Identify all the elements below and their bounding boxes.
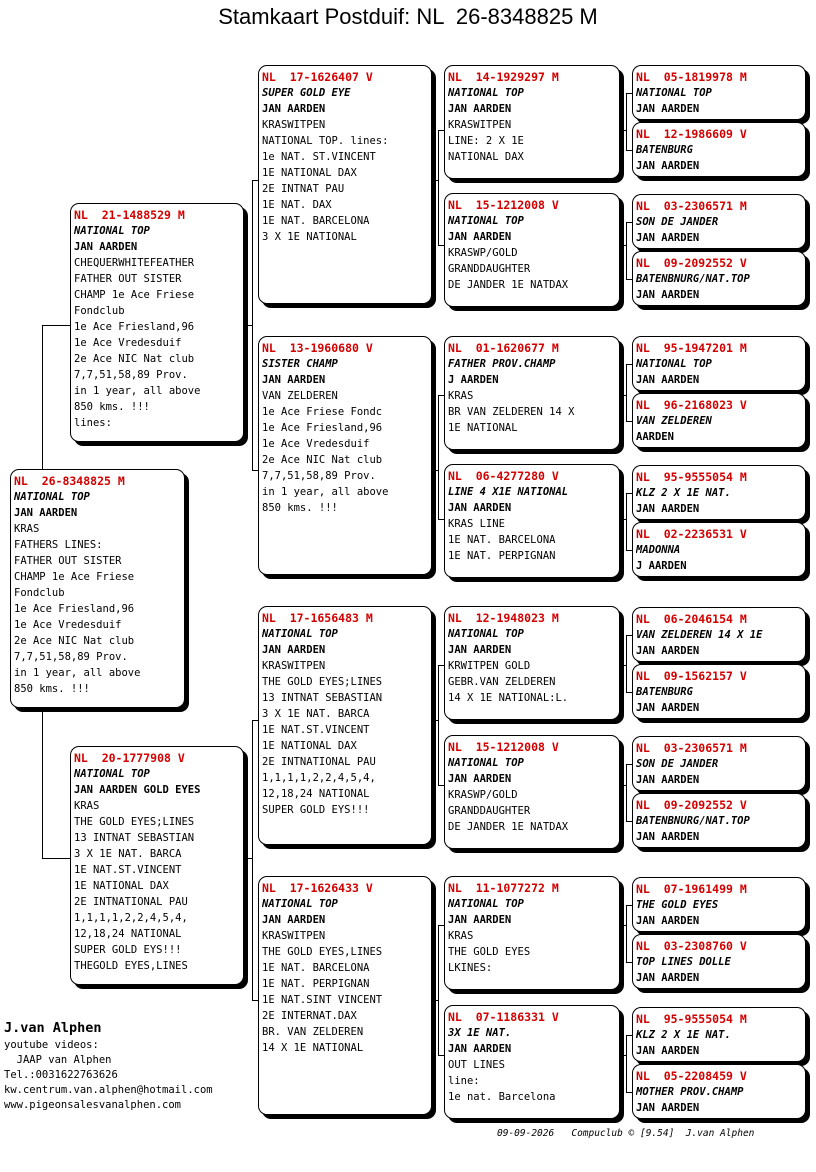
strain-name: NATIONAL TOP bbox=[636, 358, 712, 370]
owner-name: JAN AARDEN bbox=[636, 232, 700, 244]
connector-line bbox=[620, 245, 626, 246]
pedigree-line: BR. VAN ZELDEREN bbox=[262, 1026, 364, 1038]
contact-line-website[interactable]: www.pigeonsalesvanalphen.com bbox=[4, 1099, 182, 1111]
pedigree-line: 1E NAT.ST.VINCENT bbox=[74, 864, 182, 876]
pigeon-card-g16 bbox=[632, 1064, 806, 1119]
pigeon-card-g5 bbox=[632, 336, 806, 391]
pedigree-line: in 1 year, all above bbox=[74, 385, 201, 397]
pedigree-line: 1E NATIONAL DAX bbox=[262, 740, 357, 752]
pedigree-line: 1,1,1,1,2,2,4,5,4, bbox=[262, 772, 376, 784]
strain-name: MADONNA bbox=[636, 544, 681, 556]
pedigree-line: 12,18,24 NATIONAL bbox=[262, 788, 370, 800]
connector-line bbox=[626, 764, 627, 821]
ring-number: NL 21-1488529 M bbox=[74, 208, 185, 222]
pedigree-line: KRWITPEN GOLD bbox=[448, 660, 531, 672]
strain-name: NATIONAL TOP bbox=[448, 628, 524, 640]
ring-number: NL 03-2306571 M bbox=[636, 741, 747, 755]
pedigree-line: 850 kms. !!! bbox=[262, 502, 338, 514]
pigeon-card-g7 bbox=[632, 465, 806, 520]
pedigree-line: 1E NAT. DAX bbox=[262, 199, 332, 211]
ring-number: NL 14-1929297 M bbox=[448, 70, 559, 84]
pigeon-card-g10 bbox=[632, 664, 806, 719]
strain-name: NATIONAL TOP bbox=[448, 87, 524, 99]
pedigree-line: CHAMP 1e Ace Friese bbox=[74, 289, 195, 301]
connector-line bbox=[626, 364, 627, 421]
pedigree-line: LINE: 2 X 1E bbox=[448, 135, 524, 147]
pedigree-line: FATHER OUT SISTER bbox=[74, 273, 182, 285]
pedigree-line: lines: bbox=[74, 417, 112, 429]
connector-line bbox=[620, 395, 626, 396]
connector-line bbox=[620, 519, 626, 520]
ring-number: NL 96-2168023 V bbox=[636, 398, 747, 412]
pedigree-line: 1e Ace Friesland,96 bbox=[262, 422, 383, 434]
pedigree-line: 2E INTNAT PAU bbox=[262, 183, 345, 195]
strain-name: THE GOLD EYES bbox=[636, 899, 719, 911]
ring-number: NL 12-1948023 M bbox=[448, 611, 559, 625]
pigeon-card-mother-father bbox=[258, 606, 432, 845]
pigeon-card-father-mother bbox=[258, 336, 432, 575]
strain-name: LINE 4 X1E NATIONAL bbox=[448, 486, 569, 498]
owner-name: J AARDEN bbox=[636, 560, 687, 572]
ring-number: NL 95-9555054 M bbox=[636, 470, 747, 484]
pedigree-line: 1E NAT. BARCELONA bbox=[262, 962, 370, 974]
pedigree-line: 2e Ace NIC Nat club bbox=[74, 353, 195, 365]
owner-name: JAN AARDEN bbox=[636, 374, 700, 386]
pedigree-line: 14 X 1E NATIONAL:L. bbox=[448, 692, 569, 704]
pedigree-line: 2E INTERNAT.DAX bbox=[262, 1010, 357, 1022]
connector-line bbox=[252, 180, 253, 470]
strain-name: BATENBURG bbox=[636, 686, 693, 698]
strain-name: KLZ 2 X 1E NAT. bbox=[636, 487, 731, 499]
pedigree-line: KRASWITPEN bbox=[448, 119, 512, 131]
pigeon-card-mff bbox=[444, 606, 620, 720]
ring-number: NL 17-1626433 V bbox=[262, 881, 373, 895]
connector-line bbox=[626, 905, 627, 962]
pedigree-line: 1e NAT. ST.VINCENT bbox=[262, 151, 376, 163]
ring-number: NL 15-1212008 V bbox=[448, 740, 559, 754]
pigeon-card-mother bbox=[70, 746, 244, 985]
pedigree-line: FATHERS LINES: bbox=[14, 539, 103, 551]
owner-name: JAN AARDEN bbox=[262, 374, 326, 386]
owner-name: JAN AARDEN bbox=[448, 1043, 512, 1055]
pedigree-line: KRASWITPEN bbox=[262, 660, 326, 672]
pedigree-line: 1,1,1,1,2,2,4,5,4, bbox=[74, 912, 188, 924]
pedigree-line: Fondclub bbox=[14, 587, 65, 599]
pigeon-card-fmm bbox=[444, 464, 620, 578]
footer-text: 09-09-2026 Compuclub © [9.54] J.van Alphen bbox=[497, 1128, 755, 1139]
pedigree-line: DE JANDER 1E NATDAX bbox=[448, 821, 569, 833]
strain-name: SON DE JANDER bbox=[636, 216, 719, 228]
strain-name: FATHER PROV.CHAMP bbox=[448, 358, 556, 370]
pedigree-line: BR VAN ZELDEREN 14 X bbox=[448, 406, 575, 418]
ring-number: NL 95-1947201 M bbox=[636, 341, 747, 355]
connector-line bbox=[438, 130, 439, 245]
connector-line bbox=[620, 925, 626, 926]
owner-name: JAN AARDEN bbox=[14, 507, 78, 519]
pedigree-line: THE GOLD EYES bbox=[448, 946, 531, 958]
owner-name: JAN AARDEN bbox=[636, 289, 700, 301]
pedigree-line: KRASWITPEN bbox=[262, 119, 326, 131]
connector-line bbox=[42, 858, 70, 859]
pedigree-line: in 1 year, all above bbox=[262, 486, 389, 498]
connector-line bbox=[626, 635, 627, 692]
pedigree-line: 3 X 1E NATIONAL bbox=[262, 231, 357, 243]
pigeon-card-mfm bbox=[444, 735, 620, 849]
pedigree-line: 850 kms. !!! bbox=[14, 683, 90, 695]
connector-line bbox=[626, 1035, 627, 1092]
pedigree-line: GRANDDAUGHTER bbox=[448, 805, 531, 817]
pigeon-card-fmf bbox=[444, 336, 620, 450]
pedigree-line: 1E NAT.ST.VINCENT bbox=[262, 724, 370, 736]
owner-name: JAN AARDEN bbox=[448, 231, 512, 243]
pigeon-card-mother-mother bbox=[258, 876, 432, 1115]
connector-line bbox=[42, 325, 70, 326]
pigeon-card-g12 bbox=[632, 793, 806, 848]
ring-number: NL 06-4277280 V bbox=[448, 469, 559, 483]
pedigree-line: THEGOLD EYES,LINES bbox=[74, 960, 188, 972]
pedigree-line: KRASWP/GOLD bbox=[448, 247, 518, 259]
ring-number: NL 95-9555054 M bbox=[636, 1012, 747, 1026]
pedigree-line: 1e Ace Vredesduif bbox=[14, 619, 122, 631]
strain-name: NATIONAL TOP bbox=[448, 898, 524, 910]
contact-line-youtube: youtube videos: bbox=[4, 1039, 99, 1051]
owner-name: JAN AARDEN bbox=[636, 702, 700, 714]
connector-line bbox=[626, 222, 627, 279]
pedigree-line: 13 INTNAT SEBASTIAN bbox=[74, 832, 195, 844]
strain-name: NATIONAL TOP bbox=[262, 628, 338, 640]
pedigree-line: VAN ZELDEREN bbox=[262, 390, 338, 402]
connector-line bbox=[432, 1000, 438, 1001]
ring-number: NL 07-1186331 V bbox=[448, 1010, 559, 1024]
owner-name: JAN AARDEN bbox=[636, 1045, 700, 1057]
connector-line bbox=[620, 785, 626, 786]
strain-name: NATIONAL TOP bbox=[14, 491, 90, 503]
owner-name: JAN AARDEN bbox=[636, 972, 700, 984]
pigeon-card-g14 bbox=[632, 934, 806, 989]
contact-line-email[interactable]: kw.centrum.van.alphen@hotmail.com bbox=[4, 1084, 213, 1096]
strain-name: NATIONAL TOP bbox=[262, 898, 338, 910]
owner-name: JAN AARDEN bbox=[448, 773, 512, 785]
connector-line bbox=[432, 470, 438, 471]
owner-name: JAN AARDEN bbox=[448, 502, 512, 514]
pigeon-card-g13 bbox=[632, 877, 806, 932]
connector-line bbox=[620, 130, 626, 131]
pedigree-line: 1E NAT. PERPIGNAN bbox=[262, 978, 370, 990]
pedigree-line: KRAS bbox=[448, 390, 474, 402]
pedigree-line: 1E NAT.SINT VINCENT bbox=[262, 994, 383, 1006]
strain-name: SISTER CHAMP bbox=[262, 358, 338, 370]
owner-name: JAN AARDEN bbox=[448, 914, 512, 926]
pigeon-card-g9 bbox=[632, 607, 806, 662]
pedigree-line: 14 X 1E NATIONAL bbox=[262, 1042, 364, 1054]
owner-name: JAN AARDEN GOLD EYES bbox=[74, 784, 201, 796]
pedigree-line: NATIONAL TOP. lines: bbox=[262, 135, 389, 147]
strain-name: VAN ZELDEREN 14 X 1E bbox=[636, 629, 763, 641]
owner-name: JAN AARDEN bbox=[636, 774, 700, 786]
ring-number: NL 09-1562157 V bbox=[636, 669, 747, 683]
pigeon-card-g2 bbox=[632, 122, 806, 177]
pedigree-line: THE GOLD EYES,LINES bbox=[262, 946, 383, 958]
pigeon-card-subject bbox=[10, 469, 185, 708]
pedigree-line: 1E NATIONAL DAX bbox=[262, 167, 357, 179]
pedigree-line: 1E NAT. PERPIGNAN bbox=[448, 550, 556, 562]
pigeon-card-ffm bbox=[444, 193, 620, 307]
owner-name: JAN AARDEN bbox=[74, 241, 138, 253]
pigeon-card-g4 bbox=[632, 251, 806, 306]
ring-number: NL 11-1077272 M bbox=[448, 881, 559, 895]
pedigree-line: SUPER GOLD EYS!!! bbox=[74, 944, 182, 956]
pedigree-line: CHEQUERWHITEFEATHER bbox=[74, 257, 195, 269]
pedigree-line: 1e Ace Vredesduif bbox=[262, 438, 370, 450]
pedigree-line: CHAMP 1e Ace Friese bbox=[14, 571, 135, 583]
ring-number: NL 07-1961499 M bbox=[636, 882, 747, 896]
contact-line-youtube-name: JAAP van Alphen bbox=[4, 1054, 112, 1066]
strain-name: SUPER GOLD EYE bbox=[262, 87, 351, 99]
pedigree-line: 1E NAT. BARCELONA bbox=[262, 215, 370, 227]
pedigree-line: 12,18,24 NATIONAL bbox=[74, 928, 182, 940]
pedigree-line: 1e Ace Vredesduif bbox=[74, 337, 182, 349]
pedigree-line: 7,7,51,58,89 Prov. bbox=[14, 651, 128, 663]
owner-name: JAN AARDEN bbox=[636, 103, 700, 115]
pedigree-line: 13 INTNAT SEBASTIAN bbox=[262, 692, 383, 704]
pedigree-line: 2e Ace NIC Nat club bbox=[262, 454, 383, 466]
strain-name: NATIONAL TOP bbox=[74, 768, 150, 780]
pedigree-line: THE GOLD EYES;LINES bbox=[262, 676, 383, 688]
connector-line bbox=[432, 180, 438, 181]
ring-number: NL 05-1819978 M bbox=[636, 70, 747, 84]
ring-number: NL 03-2308760 V bbox=[636, 939, 747, 953]
pedigree-line: 850 kms. !!! bbox=[74, 401, 150, 413]
pigeon-card-g3 bbox=[632, 194, 806, 249]
pigeon-card-father-father bbox=[258, 65, 432, 304]
strain-name: BATENBURG bbox=[636, 144, 693, 156]
connector-line bbox=[620, 665, 626, 666]
owner-name: JAN AARDEN bbox=[262, 103, 326, 115]
connector-line bbox=[626, 93, 627, 150]
pedigree-line: 2E INTNATIONAL PAU bbox=[262, 756, 376, 768]
pedigree-line: OUT LINES bbox=[448, 1059, 505, 1071]
pedigree-line: LKINES: bbox=[448, 962, 493, 974]
pigeon-card-g15 bbox=[632, 1007, 806, 1062]
pedigree-line: 1E NATIONAL DAX bbox=[74, 880, 169, 892]
pedigree-line: KRAS bbox=[74, 800, 100, 812]
pedigree-line: 1E NAT. BARCELONA bbox=[448, 534, 556, 546]
ring-number: NL 03-2306571 M bbox=[636, 199, 747, 213]
pedigree-line: 2E INTNATIONAL PAU bbox=[74, 896, 188, 908]
ring-number: NL 02-2236531 V bbox=[636, 527, 747, 541]
pedigree-line: KRAS LINE bbox=[448, 518, 505, 530]
pedigree-line: in 1 year, all above bbox=[14, 667, 141, 679]
ring-number: NL 09-2092552 V bbox=[636, 256, 747, 270]
strain-name: TOP LINES DOLLE bbox=[636, 956, 731, 968]
connector-line bbox=[438, 665, 439, 785]
connector-line bbox=[252, 720, 253, 1000]
ring-number: NL 06-2046154 M bbox=[636, 612, 747, 626]
owner-name: JAN AARDEN bbox=[262, 914, 326, 926]
page-title: Stamkaart Postduif: NL 26-8348825 M bbox=[218, 4, 598, 29]
strain-name: BATENBNURG/NAT.TOP bbox=[636, 273, 750, 285]
ring-number: NL 26-8348825 M bbox=[14, 474, 125, 488]
owner-name: JAN AARDEN bbox=[448, 103, 512, 115]
strain-name: NATIONAL TOP bbox=[74, 225, 150, 237]
connector-line bbox=[438, 395, 439, 519]
strain-name: 3X 1E NAT. bbox=[448, 1027, 512, 1039]
pedigree-line: 3 X 1E NAT. BARCA bbox=[262, 708, 370, 720]
pedigree-line: KRASWP/GOLD bbox=[448, 789, 518, 801]
pedigree-line: Fondclub bbox=[74, 305, 125, 317]
breeder-name: J.van Alphen bbox=[4, 1020, 102, 1036]
pedigree-line: 1e nat. Barcelona bbox=[448, 1091, 556, 1103]
pedigree-line: 1E NATIONAL bbox=[448, 422, 518, 434]
pigeon-card-g1 bbox=[632, 65, 806, 120]
strain-name: NATIONAL TOP bbox=[636, 87, 712, 99]
connector-line bbox=[626, 493, 627, 550]
ring-number: NL 17-1656483 M bbox=[262, 611, 373, 625]
pedigree-line: THE GOLD EYES;LINES bbox=[74, 816, 195, 828]
owner-name: J AARDEN bbox=[448, 374, 499, 386]
ring-number: NL 20-1777908 V bbox=[74, 751, 185, 765]
connector-line bbox=[620, 1055, 626, 1056]
pedigree-line: 3 X 1E NAT. BARCA bbox=[74, 848, 182, 860]
owner-name: JAN AARDEN bbox=[636, 831, 700, 843]
owner-name: JAN AARDEN bbox=[636, 503, 700, 515]
connector-line bbox=[244, 858, 252, 859]
strain-name: NATIONAL TOP bbox=[448, 215, 524, 227]
pedigree-line: KRAS bbox=[14, 523, 40, 535]
pedigree-line: 1e Ace Friesland,96 bbox=[74, 321, 195, 333]
owner-name: JAN AARDEN bbox=[636, 915, 700, 927]
pedigree-line: GRANDDAUGHTER bbox=[448, 263, 531, 275]
ring-number: NL 15-1212008 V bbox=[448, 198, 559, 212]
connector-line bbox=[42, 708, 43, 858]
strain-name: NATIONAL TOP bbox=[448, 757, 524, 769]
strain-name: KLZ 2 X 1E NAT. bbox=[636, 1029, 731, 1041]
pigeon-card-g6 bbox=[632, 393, 806, 448]
pedigree-line: KRAS bbox=[448, 930, 474, 942]
pedigree-line: line: bbox=[448, 1075, 480, 1087]
pedigree-line: 7,7,51,58,89 Prov. bbox=[262, 470, 376, 482]
pigeon-card-father bbox=[70, 203, 244, 442]
pigeon-card-mmm bbox=[444, 1005, 620, 1119]
owner-name: JAN AARDEN bbox=[636, 1102, 700, 1114]
pigeon-card-g8 bbox=[632, 522, 806, 577]
pigeon-card-fff bbox=[444, 65, 620, 179]
pedigree-line: NATIONAL DAX bbox=[448, 151, 524, 163]
ring-number: NL 13-1960680 V bbox=[262, 341, 373, 355]
contact-block bbox=[4, 1018, 213, 1113]
ring-number: NL 17-1626407 V bbox=[262, 70, 373, 84]
pigeon-card-mmf bbox=[444, 876, 620, 990]
owner-name: JAN AARDEN bbox=[636, 160, 700, 172]
strain-name: MOTHER PROV.CHAMP bbox=[636, 1086, 744, 1098]
pedigree-line: 1e Ace Friese Fondc bbox=[262, 406, 383, 418]
contact-line-phone: Tel.:0031622763626 bbox=[4, 1069, 118, 1081]
pedigree-line: 1e Ace Friesland,96 bbox=[14, 603, 135, 615]
strain-name: SON DE JANDER bbox=[636, 758, 719, 770]
connector-line bbox=[438, 925, 439, 1055]
pedigree-line: FATHER OUT SISTER bbox=[14, 555, 122, 567]
owner-name: JAN AARDEN bbox=[636, 645, 700, 657]
strain-name: BATENBNURG/NAT.TOP bbox=[636, 815, 750, 827]
pedigree-line: GEBR.VAN ZELDEREN bbox=[448, 676, 556, 688]
owner-name: JAN AARDEN bbox=[262, 644, 326, 656]
connector-line bbox=[432, 720, 438, 721]
pedigree-line: 2e Ace NIC Nat club bbox=[14, 635, 135, 647]
connector-line bbox=[42, 325, 43, 469]
pedigree-line: 7,7,51,58,89 Prov. bbox=[74, 369, 188, 381]
connector-line bbox=[244, 325, 252, 326]
owner-name: AARDEN bbox=[636, 431, 674, 443]
ring-number: NL 01-1620677 M bbox=[448, 341, 559, 355]
ring-number: NL 05-2208459 V bbox=[636, 1069, 747, 1083]
strain-name: VAN ZELDEREN bbox=[636, 415, 712, 427]
ring-number: NL 12-1986609 V bbox=[636, 127, 747, 141]
ring-number: NL 09-2092552 V bbox=[636, 798, 747, 812]
pigeon-card-g11 bbox=[632, 736, 806, 791]
pedigree-line: SUPER GOLD EYS!!! bbox=[262, 804, 370, 816]
owner-name: JAN AARDEN bbox=[448, 644, 512, 656]
pedigree-line: KRASWITPEN bbox=[262, 930, 326, 942]
pedigree-line: DE JANDER 1E NATDAX bbox=[448, 279, 569, 291]
